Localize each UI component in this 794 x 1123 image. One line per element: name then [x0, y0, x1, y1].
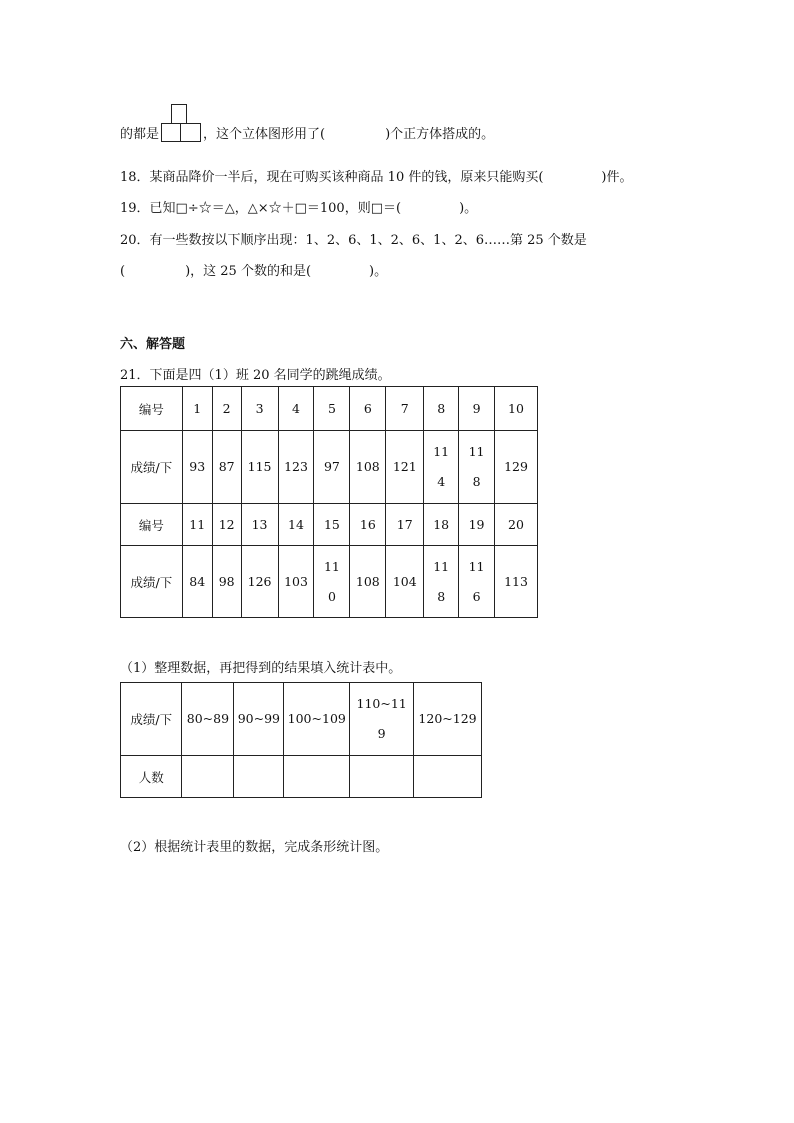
score-header: 成绩/下 [121, 546, 183, 618]
score-value: 87 [218, 459, 235, 474]
score-cell [241, 431, 278, 504]
table-row [121, 504, 538, 546]
id-cell: 3 [241, 387, 278, 431]
range-value: 90~99 [237, 711, 280, 726]
range-value: 110~11 [356, 696, 407, 711]
id-cell: 4 [278, 387, 314, 431]
id-cell: 20 [495, 504, 538, 546]
score-value: 113 [504, 573, 528, 589]
id-cell: 15 [314, 504, 350, 546]
id-cell: 14 [278, 504, 314, 546]
score-value: 108 [355, 573, 380, 589]
score-value-wrap: 0 [327, 588, 336, 604]
score-value-wrap: 8 [472, 474, 481, 489]
score-value: 11 [433, 558, 450, 574]
count-answer-cell[interactable] [414, 756, 482, 798]
score-value-wrap: 8 [437, 588, 446, 604]
score-value: 104 [392, 573, 417, 589]
question-20-middle: )，这 25 个数的和是( [185, 264, 312, 279]
score-cell [495, 546, 538, 618]
score-value: 98 [218, 573, 235, 589]
score-table [120, 386, 538, 618]
score-cell [182, 431, 212, 504]
table-row [121, 683, 482, 756]
table-row [121, 546, 538, 618]
score-cell [212, 431, 241, 504]
score-cell [424, 431, 459, 504]
table-row [121, 431, 538, 504]
id-cell: 6 [350, 387, 386, 431]
range-cell [234, 683, 284, 756]
id-cell: 9 [459, 387, 495, 431]
question-19-end: )。 [459, 201, 478, 216]
question-19 [120, 197, 477, 216]
question-17-suffix: ，这个立体图形用了( [203, 127, 326, 142]
score-value: 126 [247, 573, 272, 589]
cube-front-view-icon [161, 104, 201, 142]
range-cell [182, 683, 234, 756]
score-value: 108 [355, 459, 380, 474]
range-cell [350, 683, 414, 756]
question-18-end: )件。 [601, 170, 633, 185]
question-18-text: 18．某商品降价一半后，现在可购买该种商品 10 件的钱，原来只能购买( [120, 170, 544, 185]
question-17-end: )个正方体搭成的。 [385, 127, 495, 142]
id-cell: 2 [212, 387, 241, 431]
score-value: 123 [284, 459, 308, 474]
score-cell [182, 546, 212, 618]
score-cell [350, 431, 386, 504]
range-value: 100~109 [287, 711, 346, 726]
score-value: 115 [247, 459, 272, 474]
question-17-prefix: 的都是 [120, 127, 160, 142]
score-cell [495, 431, 538, 504]
score-header: 成绩/下 [121, 683, 182, 756]
range-cell [284, 683, 350, 756]
id-cell: 5 [314, 387, 350, 431]
question-17-line [120, 104, 494, 142]
range-cell [414, 683, 482, 756]
count-answer-cell[interactable] [182, 756, 234, 798]
id-cell: 19 [459, 504, 495, 546]
question-19-text: 19．已知□÷☆＝△，△×☆＋□＝100，则□＝( [120, 201, 402, 216]
score-value: 11 [468, 444, 485, 459]
id-cell: 18 [424, 504, 459, 546]
score-cell [350, 546, 386, 618]
score-value: 93 [189, 459, 206, 474]
score-cell [424, 546, 459, 618]
count-answer-cell[interactable] [234, 756, 284, 798]
id-cell: 11 [182, 504, 212, 546]
score-cell [241, 546, 278, 618]
score-value: 121 [392, 459, 417, 474]
id-cell: 7 [386, 387, 424, 431]
score-value: 97 [323, 459, 340, 474]
count-answer-cell[interactable] [284, 756, 350, 798]
score-cell [278, 546, 314, 618]
score-value-wrap: 6 [472, 588, 481, 604]
range-value-wrap: 9 [377, 726, 386, 741]
score-cell [212, 546, 241, 618]
score-header: 成绩/下 [121, 431, 183, 504]
score-cell [459, 546, 495, 618]
section-title: 六、解答题 [120, 337, 186, 352]
question-20-line-2 [120, 260, 387, 279]
table-row [121, 756, 482, 798]
id-cell: 1 [182, 387, 212, 431]
part-1-instruction: （1）整理数据，再把得到的结果填入统计表中。 [120, 661, 402, 676]
count-answer-cell[interactable] [350, 756, 414, 798]
score-cell [386, 546, 424, 618]
score-cell [459, 431, 495, 504]
score-value: 103 [284, 573, 308, 589]
score-value: 11 [433, 444, 450, 459]
id-cell: 8 [424, 387, 459, 431]
id-cell: 10 [495, 387, 538, 431]
score-value: 11 [323, 558, 340, 574]
score-value: 129 [504, 459, 528, 474]
table-row [121, 387, 538, 431]
id-header: 编号 [121, 504, 183, 546]
score-cell [386, 431, 424, 504]
id-cell: 13 [241, 504, 278, 546]
count-header: 人数 [121, 756, 182, 798]
question-21-title: 21．下面是四（1）班 20 名同学的跳绳成绩。 [120, 368, 391, 383]
question-20-end: )。 [369, 264, 388, 279]
part-2-instruction: （2）根据统计表里的数据，完成条形统计图。 [120, 840, 389, 855]
id-cell: 12 [212, 504, 241, 546]
range-value: 120~129 [418, 711, 477, 726]
id-header: 编号 [121, 387, 183, 431]
score-value: 84 [189, 573, 206, 589]
id-cell: 17 [386, 504, 424, 546]
question-20-line-1: 20．有一些数按以下顺序出现：1、2、6、1、2、6、1、2、6……第 25 个数是 [120, 233, 587, 248]
score-cell [278, 431, 314, 504]
tally-table [120, 682, 482, 798]
id-cell: 16 [350, 504, 386, 546]
range-value: 80~89 [186, 711, 230, 726]
score-cell [314, 546, 350, 618]
score-cell [314, 431, 350, 504]
score-value: 11 [468, 558, 485, 574]
paren-open: ( [120, 264, 126, 279]
question-18 [120, 166, 633, 185]
score-value-wrap: 4 [437, 474, 446, 489]
